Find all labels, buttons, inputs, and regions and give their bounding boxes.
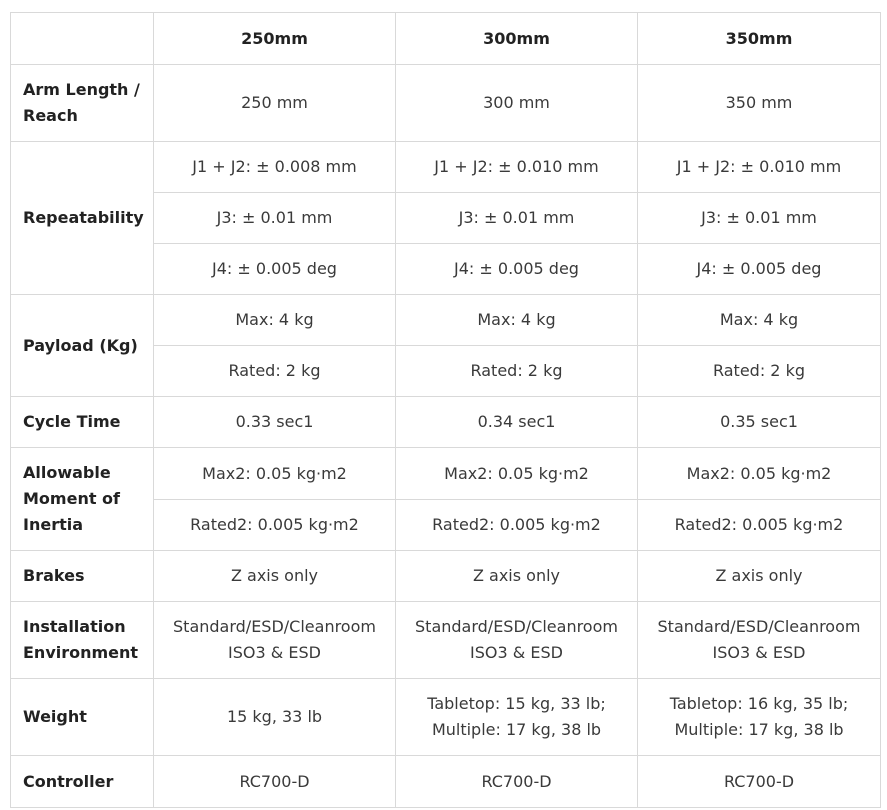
column-header-350mm: 350mm (638, 13, 881, 65)
cell-controller-350: RC700-D (638, 756, 881, 808)
cell-repeatability-j3-250: J3: ± 0.01 mm (154, 193, 396, 244)
cell-weight-350: Tabletop: 16 kg, 35 lb; Multiple: 17 kg, 38 lb (638, 679, 881, 756)
cell-arm-reach-250: 250 mm (154, 65, 396, 142)
cell-repeatability-j4-250: J4: ± 0.005 deg (154, 244, 396, 295)
row-label-payload: Payload (Kg) (11, 295, 154, 397)
row-label-controller: Controller (11, 756, 154, 808)
cell-controller-300: RC700-D (396, 756, 638, 808)
cell-controller-250: RC700-D (154, 756, 396, 808)
row-arm-reach (11, 65, 881, 142)
cell-cycle-time-250: 0.33 sec1 (154, 397, 396, 448)
row-brakes (11, 551, 881, 602)
cell-installation-300: Standard/ESD/Cleanroom ISO3 & ESD (396, 602, 638, 679)
cell-installation-350: Standard/ESD/Cleanroom ISO3 & ESD (638, 602, 881, 679)
column-header-300mm: 300mm (396, 13, 638, 65)
cell-payload-max-250: Max: 4 kg (154, 295, 396, 346)
row-weight (11, 679, 881, 756)
header-row (11, 13, 881, 65)
cell-cycle-time-300: 0.34 sec1 (396, 397, 638, 448)
corner-cell (11, 13, 154, 65)
cell-repeatability-j3-350: J3: ± 0.01 mm (638, 193, 881, 244)
row-label-arm-reach: Arm Length / Reach (11, 65, 154, 142)
row-inertia-max (11, 448, 881, 500)
cell-installation-250: Standard/ESD/Cleanroom ISO3 & ESD (154, 602, 396, 679)
row-payload-max (11, 295, 881, 346)
cell-inertia-max-250: Max2: 0.05 kg·m2 (154, 448, 396, 500)
cell-brakes-350: Z axis only (638, 551, 881, 602)
column-header-250mm: 250mm (154, 13, 396, 65)
cell-brakes-300: Z axis only (396, 551, 638, 602)
cell-cycle-time-350: 0.35 sec1 (638, 397, 881, 448)
cell-brakes-250: Z axis only (154, 551, 396, 602)
row-repeatability-j1j2 (11, 142, 881, 193)
cell-repeatability-j3-300: J3: ± 0.01 mm (396, 193, 638, 244)
cell-arm-reach-300: 300 mm (396, 65, 638, 142)
cell-weight-300: Tabletop: 15 kg, 33 lb; Multiple: 17 kg, 38 lb (396, 679, 638, 756)
cell-repeatability-j1j2-300: J1 + J2: ± 0.010 mm (396, 142, 638, 193)
cell-inertia-max-350: Max2: 0.05 kg·m2 (638, 448, 881, 500)
row-label-repeatability: Repeatability (11, 142, 154, 295)
cell-payload-rated-350: Rated: 2 kg (638, 346, 881, 397)
cell-payload-rated-250: Rated: 2 kg (154, 346, 396, 397)
row-cycle-time (11, 397, 881, 448)
row-label-brakes: Brakes (11, 551, 154, 602)
row-label-installation: Installation Environment (11, 602, 154, 679)
cell-inertia-rated-300: Rated2: 0.005 kg·m2 (396, 500, 638, 551)
row-controller (11, 756, 881, 808)
cell-weight-250: 15 kg, 33 lb (154, 679, 396, 756)
cell-arm-reach-350: 350 mm (638, 65, 881, 142)
cell-repeatability-j4-350: J4: ± 0.005 deg (638, 244, 881, 295)
row-installation (11, 602, 881, 679)
cell-payload-rated-300: Rated: 2 kg (396, 346, 638, 397)
cell-inertia-max-300: Max2: 0.05 kg·m2 (396, 448, 638, 500)
cell-repeatability-j1j2-350: J1 + J2: ± 0.010 mm (638, 142, 881, 193)
cell-repeatability-j1j2-250: J1 + J2: ± 0.008 mm (154, 142, 396, 193)
cell-inertia-rated-250: Rated2: 0.005 kg·m2 (154, 500, 396, 551)
cell-payload-max-350: Max: 4 kg (638, 295, 881, 346)
cell-repeatability-j4-300: J4: ± 0.005 deg (396, 244, 638, 295)
cell-payload-max-300: Max: 4 kg (396, 295, 638, 346)
row-label-inertia: Allowable Moment of Inertia (11, 448, 154, 551)
spec-table (10, 12, 881, 808)
row-label-cycle-time: Cycle Time (11, 397, 154, 448)
row-label-weight: Weight (11, 679, 154, 756)
cell-inertia-rated-350: Rated2: 0.005 kg·m2 (638, 500, 881, 551)
